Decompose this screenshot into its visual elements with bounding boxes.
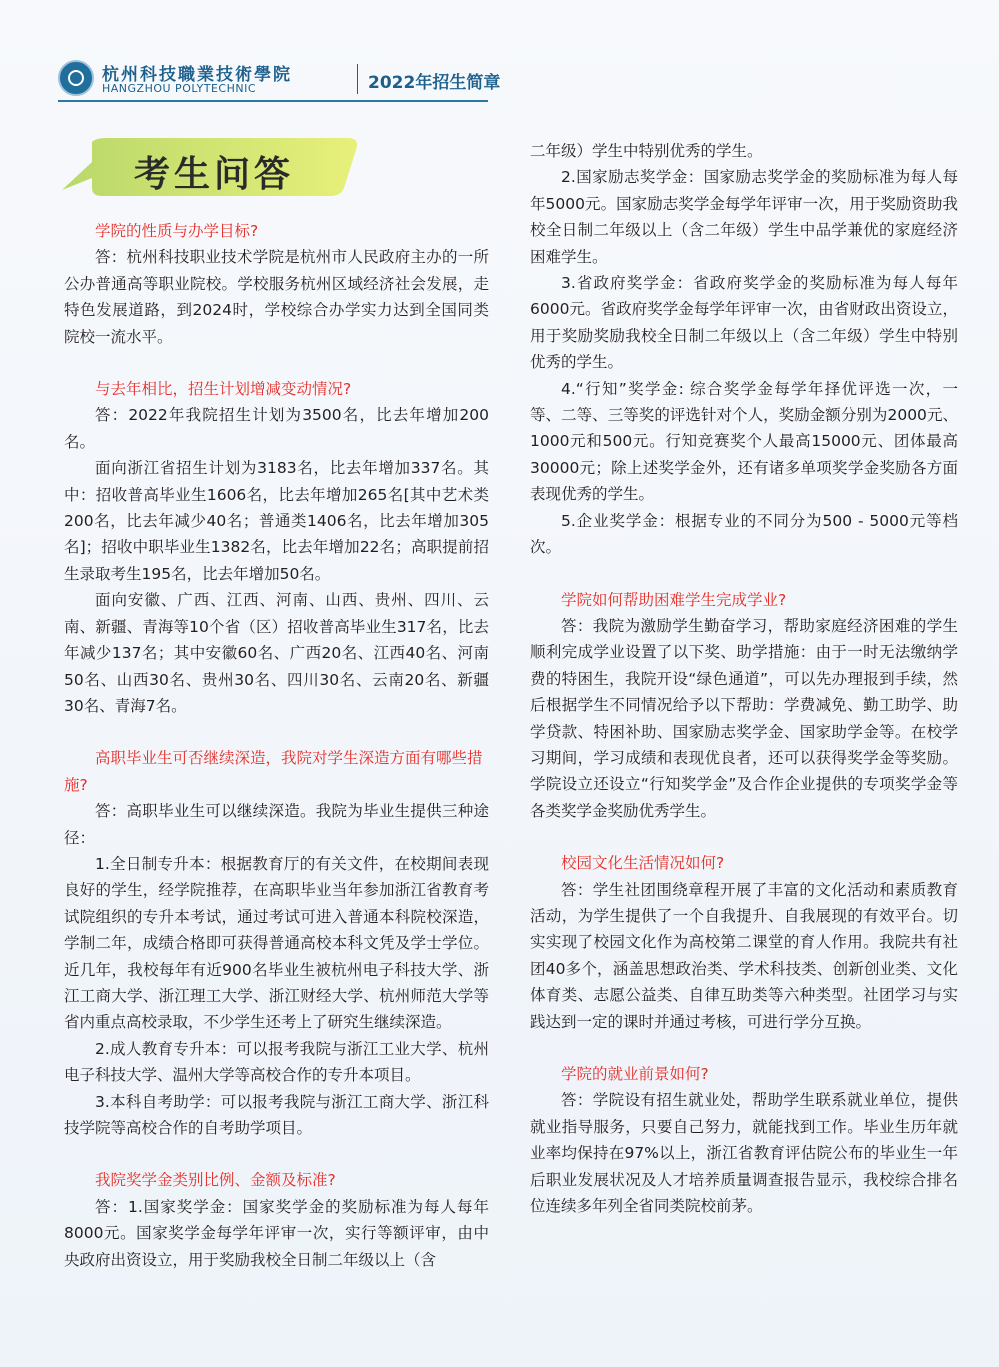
- page-header: [58, 58, 501, 102]
- section-gap: [530, 1035, 958, 1061]
- question-heading: 与去年相比，招生计划增减变动情况?: [95, 380, 352, 399]
- answer-paragraph: 2.国家励志奖学金：国家励志奖学金的奖励标准为每人每年5000元。国家励志奖学金每学年评审一次，用于奖励资助我校全日制二年级以上（含二年级）学生中品学兼优的家庭经济困难学生。: [530, 168, 958, 266]
- section-gap: [64, 719, 489, 745]
- answer-paragraph: 答：1.国家奖学金：国家奖学金的奖励标准为每人每年8000元。国家奖学金每学年评审一次，实行等额评审，由中央政府出资设立，用于奖励我校全日制二年级以上（含: [64, 1197, 489, 1269]
- answer-paragraph: 5.企业奖学金：根据专业的不同分为500 - 5000元等档次。: [530, 511, 958, 557]
- section-gap: [530, 561, 958, 587]
- answer-paragraph: 面向安徽、广西、江西、河南、山西、贵州、四川、云南、新疆、青海等10个省（区）招收普高毕业生317名，比去年减少137名；其中安徽60名、广西20名、江西40名、河南50名、山西30名、贵州30名、四川30名、云南20名、新疆30名、青海7名。: [64, 591, 489, 715]
- header-underline: [58, 100, 488, 102]
- header-divider: [357, 64, 358, 94]
- school-name-cn: 杭州科技職業技術學院: [102, 65, 292, 85]
- question-heading: 我院奖学金类别比例、金额及标准?: [95, 1171, 336, 1190]
- question-heading: 学院如何帮助困难学生完成学业?: [561, 590, 787, 609]
- question-heading: 高职毕业生可否继续深造，我院对学生深造方面有哪些措施?: [64, 749, 483, 794]
- answer-paragraph: 4.“行知”奖学金: 综合奖学金每学年择优评选一次，一等、二等、三等奖的评选针对个人，奖励金额分别为2000元、1000元和500元。行知竞赛奖个人最高15000元、团体最高30000元；除上述奖学金外，还有诸多单项奖学金奖励各方面表现优秀的学生。: [530, 379, 958, 504]
- section-gap: [530, 824, 958, 850]
- answer-paragraph: 面向浙江省招生计划为3183名，比去年增加337名。其中：招收普高毕业生1606名，比去年增加265名[其中艺术类200名，比去年减少40名；普通类1406名，比去年增加305名]；招收中职毕业生1382名，比去年增加22名；高职提前招生录取考生195名，比去年增加50名。: [64, 459, 489, 583]
- answer-paragraph: 2.成人教育专升本：可以报考我院与浙江工业大学、杭州电子科技大学、温州大学等高校合作的专升本项目。: [64, 1039, 489, 1085]
- answer-paragraph: 答：我院为激励学生勤奋学习，帮助家庭经济困难的学生顺利完成学业设置了以下奖、助学措施：由于一时无法缴纳学费的特困生，我院开设“绿色通道”，可以先办理报到手续，然后根据学生不同情况给予以下帮助：学费减免、勤工助学、助学贷款、特困补助、国家励志奖学金、国家助学金等。在校学习期间，学习成绩和表现优良者，还可以获得奖学金等奖励。学院设立还设立“行知奖学金”及合作企业提供的专项奖学金等各类奖学金奖励优秀学生。: [530, 616, 958, 820]
- section-title: 考生问答: [134, 154, 295, 195]
- answer-paragraph: 答：2022年我院招生计划为3500名，比去年增加200名。: [64, 406, 489, 451]
- question-heading: 校园文化生活情况如何?: [561, 854, 725, 873]
- question-heading: 学院的性质与办学目标?: [95, 222, 259, 240]
- school-name-en: HANGZHOU POLYTECHNIC: [102, 82, 257, 95]
- section-banner: [62, 138, 360, 196]
- answer-paragraph: 1.全日制专升本：根据教育厅的有关文件，在校期间表现良好的学生，经学院推荐，在高职毕业当年参加浙江省教育考试院组织的专升本考试，通过考试可进入普通本科院校深造，学制二年，成绩合格即可获得普通高校本科文凭及学士学位。近几年，我校每年有近900名毕业生被杭州电子科技大学、浙江工商大学、浙江理工大学、浙江财经大学、杭州师范大学等省内重点高校录取，不少学生还考上了研究生继续深造。: [64, 854, 489, 1032]
- section-gap: [64, 350, 489, 376]
- answer-paragraph: 答：高职毕业生可以继续深造。我院为毕业生提供三种途径：: [64, 802, 489, 847]
- answer-paragraph: 答：杭州科技职业技术学院是杭州市人民政府主办的一所公办普通高等职业院校。学校服务杭州区域经济社会发展，走特色发展道路，到2024时，学校综合办学实力达到全国同类院校一流水平。: [64, 248, 489, 346]
- answer-paragraph: 3.省政府奖学金：省政府奖学金的奖励标准为每人每年6000元。省政府奖学金每学年评审一次，由省财政出资设立，用于奖励奖励我校全日制二年级以上（含二年级）学生中特别优秀的学生。: [530, 274, 958, 372]
- question-heading: 学院的就业前景如何?: [561, 1065, 709, 1083]
- right-column: [530, 138, 958, 1219]
- brochure-title: 2022年招生简章: [368, 73, 501, 93]
- answer-paragraph: 3.本科自考助学：可以报考我院与浙江工商大学、浙江科技学院等高校合作的自考助学项目。: [64, 1092, 489, 1137]
- answer-paragraph: 答：学院设有招生就业处，帮助学生联系就业单位，提供就业指导服务，只要自己努力，就能找到工作。毕业生历年就业率均保持在97%以上，浙江省教育评估院公布的毕业生一年后职业发展状况及人才培养质量调查报告显示，我校综合排名位连续多年列全省同类院校前茅。: [530, 1091, 958, 1216]
- left-column: [64, 218, 489, 1273]
- answer-paragraph: 二年级）学生中特别优秀的学生。: [530, 142, 763, 160]
- answer-paragraph: 答：学生社团围绕章程开展了丰富的文化活动和素质教育活动，为学生提供了一个自我提升、自我展现的有效平台。切实实现了校园文化作为高校第二课堂的育人作用。我院共有社团40多个，涵盖思想政治类、学术科技类、创新创业类、文化体育类、志愿公益类、自律互助类等六种类型。社团学习与实践达到一定的课时并通过考核，可进行学分互换。: [530, 880, 958, 1031]
- school-logo-icon: [58, 60, 94, 96]
- section-gap: [64, 1141, 489, 1167]
